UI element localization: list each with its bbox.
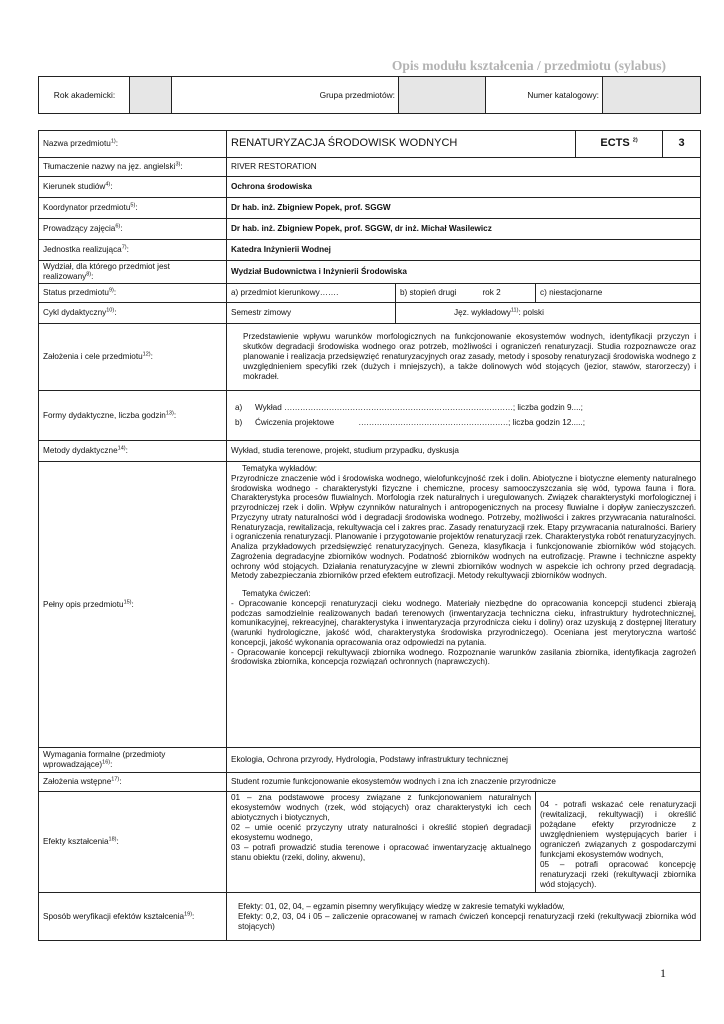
row-instructors xyxy=(39,219,701,240)
row-full-description xyxy=(39,462,701,748)
teaching-forms-label: Formy dydaktyczne, liczba godzin$^{13)}$: xyxy=(39,391,227,441)
catalog-number-field[interactable] xyxy=(603,77,701,114)
row-verification xyxy=(39,893,701,941)
row-status xyxy=(39,284,701,303)
objectives-value: Przedstawienie wpływu warunków morfologicznych na funkcjonowanie ekosystemów wodnych, identyfikacji przyczyn i skutków degradacji środowiska wodnego oraz potrzeb, możliwości i ograniczeń renaturyzacji. Studia rozpoznawcze oraz planowanie i realizacja przedsięwzięć renaturyzacyjnych oraz zasady, metody i sposoby renaturyzacji środowiska wodnego z uwzględnieniem specyfiki rzek (dużych i mniejszych), a także dolinowych wód stojących (jezior, stawów, starorzeczy) i mokradeł. xyxy=(227,324,701,391)
formal-requirements-label: Wymagania formalne (przedmioty wprowadzające)$^{16)}$: xyxy=(39,748,227,773)
status-label: Status przedmiotu$^{9)}$: xyxy=(39,284,227,303)
ects-label: ECTS $^{2)}$ xyxy=(576,131,663,158)
faculty-label: Wydział, dla którego przedmiot jest realizowany$^{8)}$: xyxy=(39,261,227,284)
objectives-label: Założenia i cele przedmiotu$^{12)}$: xyxy=(39,324,227,391)
row-translation xyxy=(39,158,701,177)
row-prerequisites xyxy=(39,773,701,792)
catalog-number-label: Numer katalogowy: xyxy=(486,77,603,114)
row-methods xyxy=(39,441,701,462)
row-field-of-study xyxy=(39,177,701,198)
field-of-study-label: Kierunek studiów$^{4)}$: xyxy=(39,177,227,198)
exercises-item-2: - Opracowanie koncepcji rekultywacji zbiornika wodnego. Rozpoznanie warunków zasilania zbiornika, identyfikacja zagrożeń środowiska zbiornika, koncepcja rozwiązań ochronnych (naprawczych). xyxy=(231,647,697,667)
translation-value: RIVER RESTORATION xyxy=(227,158,701,177)
instructors-label: Prowadzący zajęcia$^{6)}$: xyxy=(39,219,227,240)
unit-value: Katedra Inżynierii Wodnej xyxy=(227,240,701,261)
form-lecture: a) Wykład …………………………………………………………………………… ; liczba godzin 9....; xyxy=(235,403,583,412)
ects-value: 3 xyxy=(663,131,701,158)
unit-label: Jednostka realizująca$^{7)}$: xyxy=(39,240,227,261)
full-description-label: Pełny opis przedmiotu$^{15)}$: xyxy=(39,462,227,748)
form-project: b) Ćwiczenia projektowe ………………………………………………… ; liczba godzin 12.....; xyxy=(235,418,585,427)
lectures-body: Przyrodnicze znaczenie wód i środowiska wodnego, wielofunkcyjność rzek i dolin. Abiotyczne i biotyczne elementy naturalnego środowiska wodnego - charakterystyki fizyczne i chemiczne, procesy samooczyszczania się wód, typowa fauna i flora. Charakterystyka procesów fluwialnych. Morfologia rzek naturalnych i uregulowanych. Związek charakterystyki morfologicznej i przyrodniczej rzek i dolin. Wpływ czynników naturalnych i antropogenicznych na procesy fluwialne i dopływ zanieczyszczeń. Przyczyny utraty naturalności wód i degradacji środowiska wodnego. Potrzeby, możliwości i zakres przywracania naturalności. Renaturyzacja, rewitalizacja, rekultywacja cel i zakres prac. Zasady renaturyzacji rzek. Etapy przywracania naturalności. Bariery i ograniczenia renaturyzacji. Planowanie i przygotowanie projektów renaturyzacji rzek. Charakterystyka robót renaturyzacyjnych. Analiza przykładowych przedsięwzięć renaturyzacyjnych. Geneza, klasyfikacja i funkcjonowanie zbiorników wód stojących. Zagrożenia degradacyjne zbiorników wodnych. Podatność zbiorników wodnych na eutrofizację. Prawne i techniczne aspekty ochrony wód stojących. Działania renaturyzacyjne w zlewni zbiorników wodnych w aspekcie ich ochrony przed degradacją. Metody zabezpieczania zbiorników przed efektem eutrofizacji. Metody rekultywacji zbiorników wodnych. xyxy=(231,473,697,581)
methods-label: Metody dydaktyczne$^{14)}$: xyxy=(39,441,227,462)
verification-line-2: Efekty: 0,2, 03, 04 i 05 – zaliczenie opracowanej w ramach ćwiczeń koncepcji renaturyzacji rzeki (rekultywacji zbiornika wód stojących) xyxy=(238,911,697,931)
status-b-value: b) stopień drugi rok 2 xyxy=(396,284,536,303)
status-c-value: c) niestacjonarne xyxy=(536,284,701,303)
document-title: Opis modułu kształcenia / przedmiotu (sylabus) xyxy=(391,58,666,73)
syllabus-table xyxy=(38,130,701,941)
course-group-label: Grupa przedmiotów: xyxy=(172,77,399,114)
faculty-value: Wydział Budownictwa i Inżynierii Środowiska xyxy=(227,261,701,284)
row-teaching-forms xyxy=(39,391,701,441)
full-description-value xyxy=(227,462,701,748)
verification-value xyxy=(227,893,701,941)
lectures-heading: Tematyka wykładów: xyxy=(242,464,318,473)
coordinator-value: Dr hab. inż. Zbigniew Popek, prof. SGGW xyxy=(227,198,701,219)
academic-year-field[interactable] xyxy=(130,77,172,114)
field-of-study-value: Ochrona środowiska xyxy=(227,177,701,198)
learning-outcomes-label: Efekty kształcenia$^{18)}$: xyxy=(39,792,227,893)
academic-year-label: Rok akademicki: xyxy=(39,77,130,114)
language-value: Jęz. wykładowy$^{11)}$: polski xyxy=(396,303,701,324)
prerequisites-label: Założenia wstępne$^{17)}$: xyxy=(39,773,227,792)
verification-line-1: Efekty: 01, 02, 04, – egzamin pisemny weryfikujący wiedzę w zakresie tematyki wykładów, xyxy=(238,901,565,911)
prerequisites-value: Student rozumie funkcjonowanie ekosystemów wodnych i zna ich znaczenie przyrodnicze xyxy=(227,773,701,792)
teaching-forms-value xyxy=(227,391,701,441)
row-faculty xyxy=(39,261,701,284)
exercises-item-1: - Opracowanie koncepcji renaturyzacji cieku wodnego. Materiały niezbędne do opracowania koncepcji studenci zbierają podczas samodzielnie realizowanych badań terenowych (inwentaryzacja techniczna cieku, infrastruktury hydrotechnicznej, komunikacyjnej, rekreacyjnej, charakterystyka i inwentaryzacja przyrodnicza cieku i doliny) oraz uzyskują z dostępnej literatury (warunki hydrologiczne, jakość wód, charakterystyka środowiska przyrodniczego). Oceniana jest merytoryczna wartość koncepcji, jakość wykonania opracowania oraz odpowiedzi na pytania. xyxy=(231,598,697,647)
row-objectives xyxy=(39,324,701,391)
row-course-name xyxy=(39,131,701,158)
coordinator-label: Koordynator przedmiotu$^{5)}$: xyxy=(39,198,227,219)
instructors-value: Dr hab. inż. Zbigniew Popek, prof. SGGW, dr inż. Michał Wasilewicz xyxy=(227,219,701,240)
verification-label: Sposób weryfikacji efektów kształcenia$^{19)}$: xyxy=(39,893,227,941)
course-name-label: Nazwa przedmiotu$^{1)}$: xyxy=(39,131,227,158)
cycle-value: Semestr zimowy xyxy=(227,303,396,324)
cycle-label: Cykl dydaktyczny$^{10)}$: xyxy=(39,303,227,324)
row-learning-outcomes xyxy=(39,792,701,893)
course-name-value: RENATURYZACJA ŚRODOWISK WODNYCH xyxy=(227,131,576,158)
top-info-table xyxy=(38,76,701,114)
learning-outcomes-left: 01 – zna podstawowe procesy związane z funkcjonowaniem naturalnych ekosystemów wodnych (rzek, wód stojących) oraz charakterystyki ich cech abiotycznych i biotycznych, 02 – umie ocenić przyczyny utraty naturalności i określić stopień degradacji ekosystemu wodnego, 03 – potrafi prowadzić studia terenowe i opracować inwentaryzację aktualnego stanu obiektu (rzeki, doliny, akwenu), xyxy=(227,792,536,893)
row-unit xyxy=(39,240,701,261)
exercises-heading: Tematyka ćwiczeń: xyxy=(242,589,311,598)
row-cycle xyxy=(39,303,701,324)
page-number: 1 xyxy=(660,966,666,980)
translation-label: Tłumaczenie nazwy na jęz. angielski$^{3)}$: xyxy=(39,158,227,177)
row-formal-requirements xyxy=(39,748,701,773)
row-coordinator xyxy=(39,198,701,219)
learning-outcomes-right: 04 - potrafi wskazać cele renaturyzacji (rewitalizacji, rekultywacji) i określić pożądane efekty przyrodnicze z uwzględnieniem występujących barier i ograniczeń związanych z gospodarczymi funkcjami ekosystemów wodnych, 05 – potrafi opracować koncepcję renaturyzacji rzeki (rekultywacji zbiornika wód stojących). xyxy=(536,792,701,893)
course-group-field[interactable] xyxy=(399,77,486,114)
methods-value: Wykład, studia terenowe, projekt, studium przypadku, dyskusja xyxy=(227,441,701,462)
status-a-value: a) przedmiot kierunkowy……. xyxy=(227,284,396,303)
formal-requirements-value: Ekologia, Ochrona przyrody, Hydrologia, Podstawy infrastruktury technicznej xyxy=(227,748,701,773)
